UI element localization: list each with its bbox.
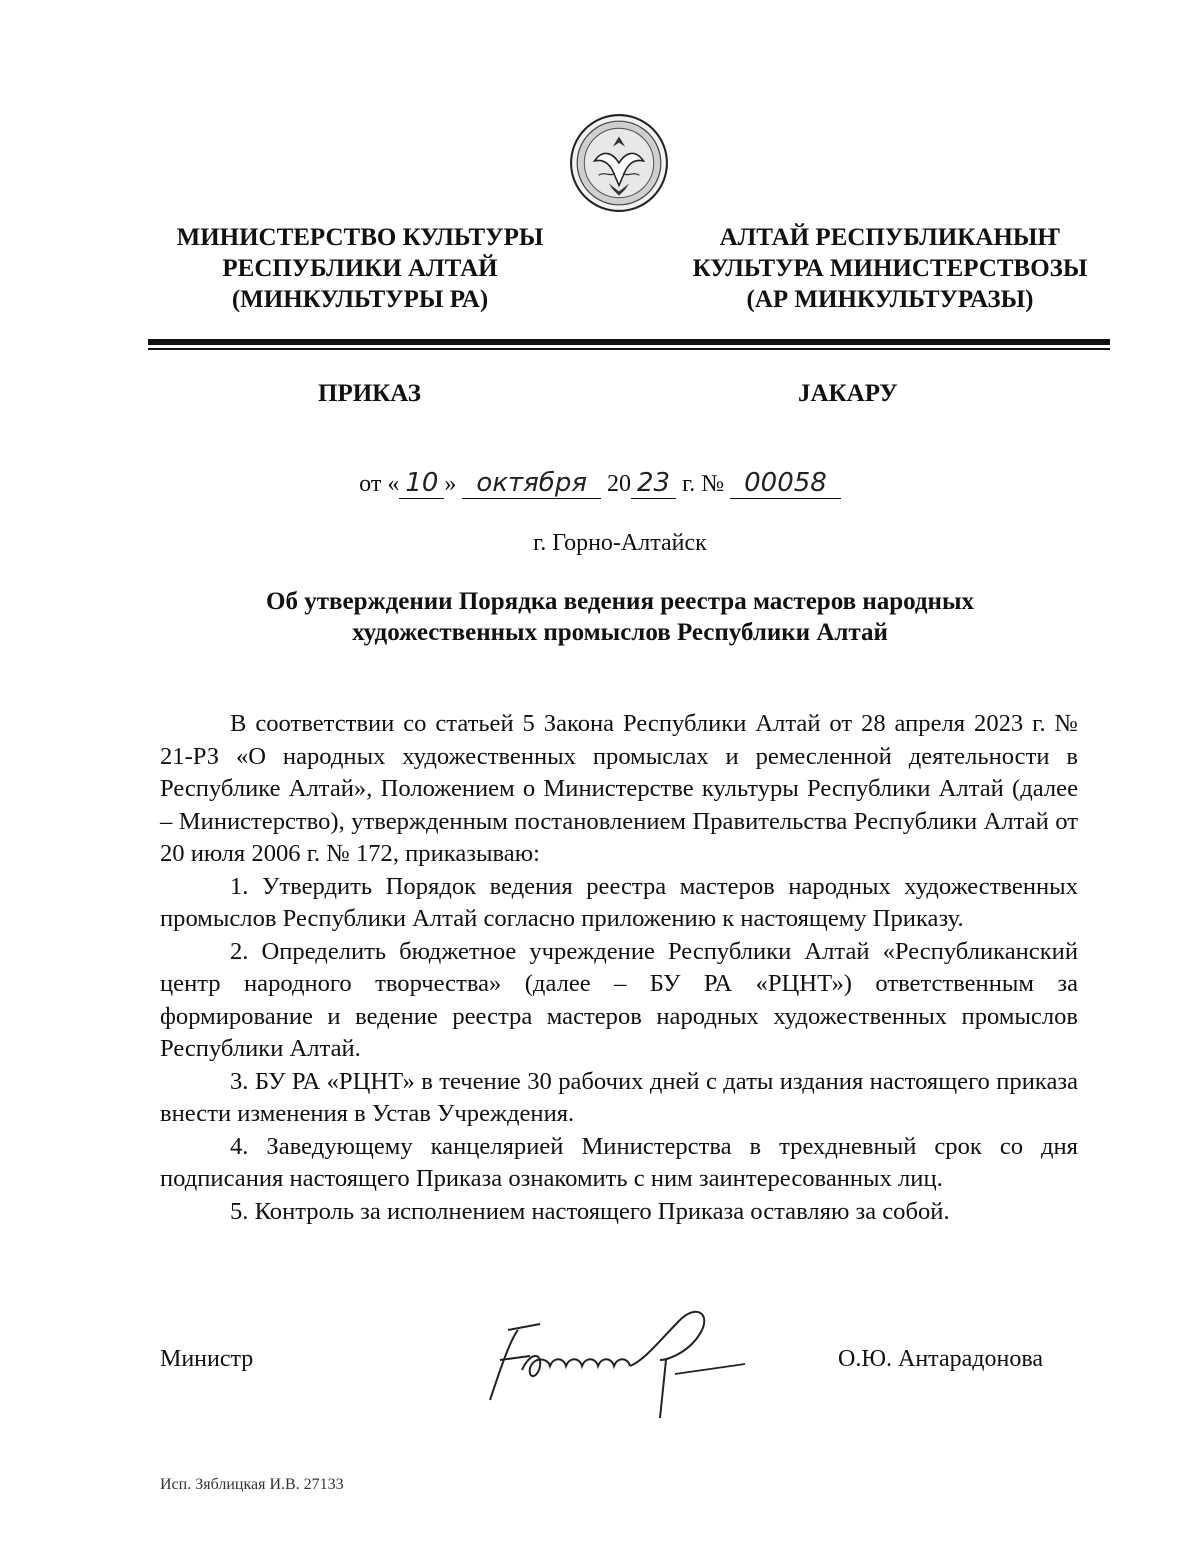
ministry-alt-line: КУЛЬТУРА МИНИСТЕРСТВОЗЫ [692,255,1088,282]
body-paragraph: 4. Заведующему канцелярией Министерства в трехдневный срок со дня подписания настоящего Приказа ознакомить с ним заинтересованных лиц. [160,1132,1078,1192]
ministry-ru-line: МИНИСТЕРСТВО КУЛЬТУРЫ [176,224,544,251]
document-title [150,586,1090,648]
title-line: Об утверждении Порядка ведения реестра мастеров народных [266,588,974,615]
ministry-name-ru [150,222,570,315]
date-year-suffix: 23 [631,468,676,499]
date-day: 10 [399,468,444,499]
document-body [160,708,1078,1228]
emblem-icon [568,112,670,214]
signatory-name: О.Ю. Антарадонова [838,1346,1043,1372]
order-label-alt: ЈАКАРУ [798,380,898,407]
date-line [0,468,1200,499]
header-divider-thick [148,339,1110,345]
signature-icon [470,1300,760,1420]
body-paragraph: 3. БУ РА «РЦНТ» в течение 30 рабочих дней с даты издания настоящего приказа внести изменения в Устав Учреждения. [160,1067,1078,1127]
city: г. Горно-Алтайск [533,530,707,556]
number-label: г. № [682,471,725,497]
body-paragraph: 1. Утвердить Порядок ведения реестра мастеров народных художественных промыслов Республики Алтай согласно приложению к настоящему Приказу. [160,872,1078,932]
date-prefix: от « [359,471,400,497]
header-divider-thin [148,348,1110,350]
date-month: октября [462,468,601,499]
order-label-ru: ПРИКАЗ [318,380,421,407]
ministry-alt-line: (АР МИНКУЛЬТУРАЗЫ) [746,286,1034,313]
ministry-name-alt [640,222,1140,315]
signatory-role: Министр [160,1346,254,1372]
ministry-alt-line: АЛТАЙ РЕСПУБЛИКАНЫҤ [719,224,1061,251]
order-number: 00058 [730,468,841,499]
body-paragraph: В соответствии со статьей 5 Закона Республики Алтай от 28 апреля 2023 г. № 21-РЗ «О народных художественных промыслах и ремесленной деятельности в Республике Алтай», Положением о Министерстве культуры Республики Алтай (далее – Министерство), утвержденным постановлением Правительства Республики Алтай от 20 июля 2006 г. № 172, приказываю: [160,710,1078,867]
executor-note: Исп. Зяблицкая И.В. 27133 [160,1476,344,1493]
title-line: художественных промыслов Республики Алтай [352,619,888,646]
body-paragraph: 2. Определить бюджетное учреждение Республики Алтай «Республиканский центр народного творчества» (далее – БУ РА «РЦНТ») ответственным за формирование и ведение реестра мастеров народных художественных промыслов Республики Алтай. [160,937,1078,1062]
date-year-prefix: 20 [606,471,631,497]
ministry-ru-line: РЕСПУБЛИКИ АЛТАЙ [222,255,498,282]
body-paragraph: 5. Контроль за исполнением настоящего Приказа оставляю за собой. [230,1197,950,1225]
date-mid: » [444,471,457,497]
ministry-ru-line: (МИНКУЛЬТУРЫ РА) [231,286,489,313]
